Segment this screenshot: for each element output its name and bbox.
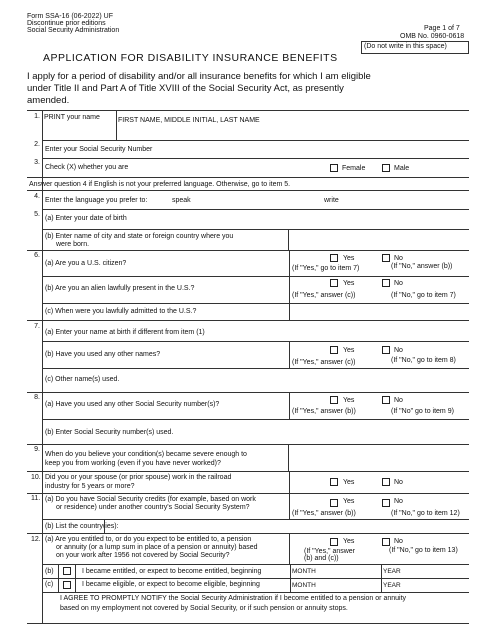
q7b-no-note: (If "No," go to item 8) — [391, 357, 456, 364]
form-discontinue: Discontinue prior editions — [27, 20, 106, 27]
do-not-write-box — [361, 41, 469, 54]
q6b-yes-checkbox[interactable] — [330, 279, 338, 287]
q8a-no-checkbox[interactable] — [382, 396, 390, 404]
q10-no-label: No — [394, 479, 403, 486]
admission-date-input[interactable] — [225, 306, 465, 318]
do-not-write-text: (Do not write in this space) — [364, 43, 447, 50]
form-agency: Social Security Administration — [27, 27, 120, 34]
q1-number: 1. — [34, 113, 40, 120]
q5b-label-1: (b) Enter name of city and state or foreign country where you — [45, 233, 234, 240]
q8a-yes-checkbox[interactable] — [330, 396, 338, 404]
q12c-checkbox[interactable] — [63, 581, 71, 589]
q4-number: 4. — [34, 193, 40, 200]
q7b-label: (b) Have you used any other names? — [45, 351, 161, 358]
q2-label: Enter your Social Security Number — [45, 146, 153, 153]
omb-number: OMB No. 0960-0618 — [400, 33, 465, 40]
write-label: write — [324, 197, 339, 204]
q6c-label: (c) When were you lawfully admitted to the U.S.? — [45, 308, 197, 315]
q3-number: 3. — [34, 159, 40, 166]
q12c-label: I became eligible, or expect to become eligible, beginning — [82, 581, 260, 588]
q6b-no-note: (If "No," go to item 7) — [391, 292, 456, 299]
q12b-year-input[interactable] — [404, 566, 465, 576]
q8a-no-label: No — [394, 397, 403, 404]
q12a-no-note: (If "No," go to item 13) — [389, 547, 458, 554]
q12b-checkbox[interactable] — [63, 567, 71, 575]
female-label: Female — [342, 165, 366, 172]
q1-label: PRINT your name — [44, 114, 100, 121]
q6-number: 6. — [34, 252, 40, 259]
q7a-label: (a) Enter your name at birth if different from item (1) — [45, 329, 205, 336]
q10-number: 10. — [31, 474, 41, 481]
q12-number: 12. — [31, 536, 41, 543]
q12a-yes-label: Yes — [343, 538, 355, 545]
other-names-input[interactable] — [140, 372, 465, 390]
q5b-label-2: were born. — [56, 241, 90, 248]
q11a-yes-note: (If "Yes," answer (b)) — [292, 510, 356, 517]
speak-label: speak — [172, 197, 191, 204]
onset-date-input[interactable] — [290, 449, 465, 469]
other-ssn-input[interactable] — [200, 424, 465, 442]
q12c-letter: (c) — [45, 581, 54, 588]
dob-input[interactable] — [150, 213, 465, 227]
q8a-yes-note: (If "Yes," answer (b)) — [292, 408, 356, 415]
agreement-line-1: I AGREE TO PROMPTLY NOTIFY the Social Security Administration if I become entitled to a pension or annuity — [60, 595, 407, 602]
q12a-yes-checkbox[interactable] — [330, 538, 338, 546]
q11a-label-2: or residence) under another country's Social Security System? — [56, 504, 250, 511]
q10-no-checkbox[interactable] — [382, 478, 390, 486]
q8-number: 8. — [34, 394, 40, 401]
q12c-year-input[interactable] — [404, 580, 465, 590]
q11a-label-1: (a) Do you have Social Security credits (for example, based on work — [45, 496, 256, 503]
q12b-month-label: MONTH — [292, 568, 316, 575]
q11a-no-label: No — [394, 498, 403, 505]
q6b-no-label: No — [394, 280, 403, 287]
page-number: Page 1 of 7 — [424, 25, 460, 32]
q12a-label-3: on your work after 1956 not covered by Social Security? — [56, 552, 230, 559]
q12b-month-input[interactable] — [318, 566, 378, 576]
q7b-no-checkbox[interactable] — [382, 346, 390, 354]
q12a-no-label: No — [394, 538, 403, 545]
q12b-letter: (b) — [45, 568, 54, 575]
q6b-label: (b) Are you an alien lawfully present in the U.S.? — [45, 285, 195, 292]
q6a-no-label: No — [394, 255, 403, 262]
q7b-yes-checkbox[interactable] — [330, 346, 338, 354]
q6a-no-note: (If "No," answer (b)) — [391, 263, 453, 270]
name-input[interactable] — [120, 126, 466, 138]
q7b-yes-label: Yes — [343, 347, 355, 354]
q12c-year-label: YEAR — [383, 582, 401, 589]
q11a-no-note: (If "No," go to item 12) — [391, 510, 460, 517]
q10-label-1: Did you or your spouse (or prior spouse) work in the railroad — [45, 474, 232, 481]
q12a-yes-note-1: (If "Yes," answer — [304, 548, 356, 555]
intro-paragraph: I apply for a period of disability and/or all insurance benefits for which I am eligible under Title II and Part A of Title XVIII of the Social Security Act, as presently amended. — [27, 71, 371, 106]
form-title: APPLICATION FOR DISABILITY INSURANCE BENEFITS — [43, 52, 338, 64]
q6a-yes-checkbox[interactable] — [330, 254, 338, 262]
agreement-line-2: based on my employment not covered by Social Security, or if such pension or annuity stops. — [60, 605, 348, 612]
q6b-yes-label: Yes — [343, 280, 355, 287]
q12a-label-2: or annuity (or a lump sum in place of a pension or annuity) based — [56, 544, 258, 551]
q5a-label: (a) Enter your date of birth — [45, 215, 127, 222]
speak-language-input[interactable] — [200, 196, 318, 205]
q12b-year-label: YEAR — [383, 568, 401, 575]
q9-label-2: keep you from working (even if you have never worked)? — [45, 460, 221, 467]
q8a-yes-label: Yes — [343, 397, 355, 404]
q11-number: 11. — [31, 495, 41, 502]
q10-yes-label: Yes — [343, 479, 355, 486]
q6a-label: (a) Are you a U.S. citizen? — [45, 260, 127, 267]
form-number: Form SSA-16 (06-2022) UF — [27, 13, 113, 20]
q8a-no-note: (If "No" go to item 9) — [391, 408, 454, 415]
q11b-label: (b) List the country(ies): — [45, 523, 119, 530]
q4-label: Enter the language you prefer to: — [45, 197, 148, 204]
q11a-yes-checkbox[interactable] — [330, 499, 338, 507]
q12c-month-label: MONTH — [292, 582, 316, 589]
male-label: Male — [394, 165, 410, 172]
q8a-label: (a) Have you used any other Social Security number(s)? — [45, 401, 220, 408]
q6a-yes-note: (If "Yes," go to item 7) — [292, 265, 360, 272]
q3-label: Check (X) whether you are — [45, 164, 129, 171]
q9-label-1: When do you believe your condition(s) became severe enough to — [45, 451, 247, 458]
female-checkbox[interactable] — [330, 164, 338, 172]
q10-label-2: industry for 5 years or more? — [45, 483, 135, 490]
write-language-input[interactable] — [350, 196, 465, 205]
q2-number: 2. — [34, 141, 40, 148]
q4-instruction: Answer question 4 if English is not your preferred language. Otherwise, go to item 5. — [29, 181, 291, 188]
q10-yes-checkbox[interactable] — [330, 478, 338, 486]
q8b-label: (b) Enter Social Security number(s) used. — [45, 429, 174, 436]
q7c-label: (c) Other name(s) used. — [45, 376, 120, 383]
q12a-label-1: (a) Are you entitled to, or do you expect to be entitled to, a pension — [45, 536, 252, 543]
birthplace-input[interactable] — [290, 232, 465, 248]
q6a-no-checkbox[interactable] — [382, 254, 390, 262]
q6b-no-checkbox[interactable] — [382, 279, 390, 287]
q7b-no-label: No — [394, 347, 403, 354]
q11a-yes-label: Yes — [343, 498, 355, 505]
male-checkbox[interactable] — [382, 164, 390, 172]
q12a-no-checkbox[interactable] — [382, 538, 390, 546]
q12a-yes-note-2: (b) and (c)) — [304, 555, 339, 562]
q6b-yes-note: (If "Yes," answer (c)) — [292, 292, 356, 299]
q5-number: 5. — [34, 211, 40, 218]
q7-number: 7. — [34, 323, 40, 330]
q9-number: 9. — [34, 446, 40, 453]
q1-hint: FIRST NAME, MIDDLE INITIAL, LAST NAME — [118, 117, 260, 124]
countries-input[interactable] — [106, 520, 465, 532]
q6a-yes-label: Yes — [343, 255, 355, 262]
q11a-no-checkbox[interactable] — [382, 499, 390, 507]
q12c-month-input[interactable] — [318, 580, 378, 590]
q7b-yes-note: (If "Yes," answer (c)) — [292, 359, 356, 366]
q12b-label: I became entitled, or expect to become entitled, beginning — [82, 568, 262, 575]
birth-name-input[interactable] — [240, 326, 465, 338]
